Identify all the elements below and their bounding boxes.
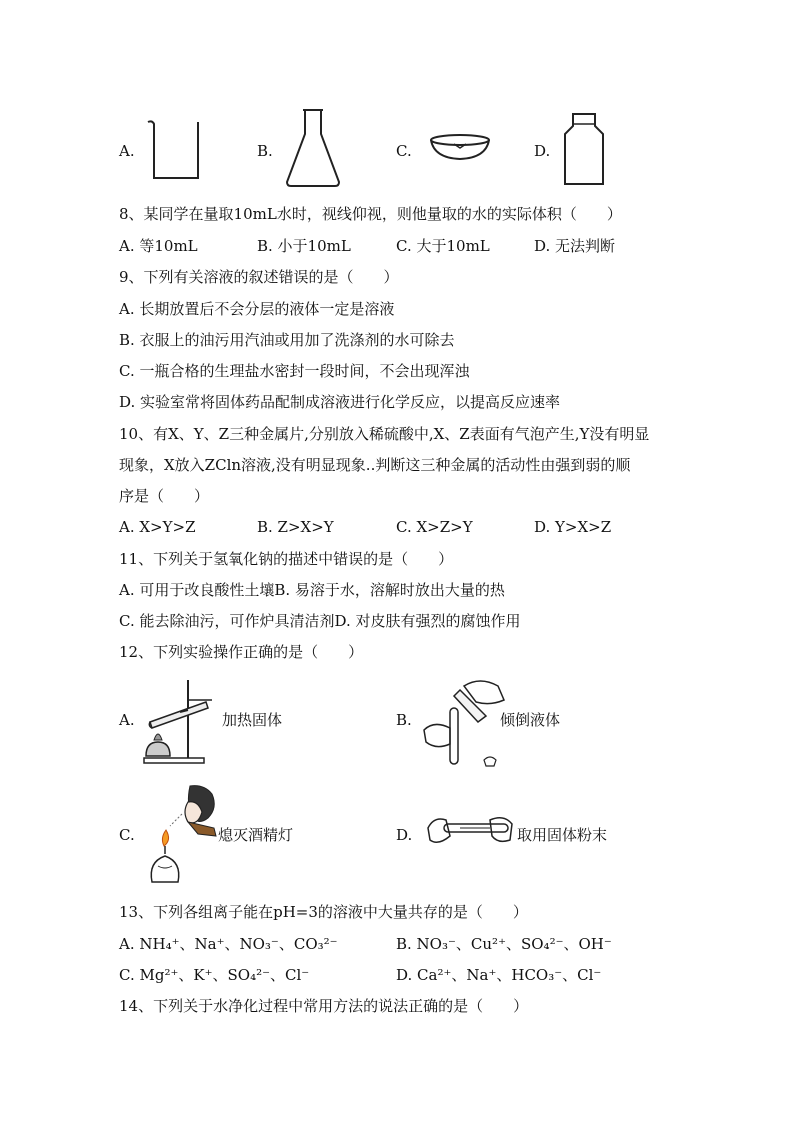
q13-option-b: B. NO₃⁻、Cu²⁺、SO₄²⁻、OH⁻: [396, 935, 612, 953]
q12-option-b-caption: 倾倒液体: [500, 711, 561, 729]
q14-stem: 14、下列关于水净化过程中常用方法的说法正确的是（ ）: [119, 997, 529, 1015]
q10-option-c: C. X>Z>Y: [396, 518, 473, 536]
q12-option-d-letter: D.: [396, 826, 413, 844]
q9-option-a: A. 长期放置后不会分层的液体一定是溶液: [119, 300, 395, 318]
q7-option-a-label: A.: [119, 142, 135, 160]
q12-option-a-caption: 加热固体: [222, 711, 283, 729]
q12-stem: 12、下列实验操作正确的是（ ）: [119, 643, 364, 661]
q9-stem: 9、下列有关溶液的叙述错误的是（ ）: [119, 268, 399, 286]
q10-option-b: B. Z>X>Y: [257, 518, 334, 536]
conical-flask-icon: [283, 108, 343, 188]
q11-options-ab: A. 可用于改良酸性土壤B. 易溶于水，溶解时放出大量的热: [119, 581, 505, 599]
q9-option-b: B. 衣服上的油污用汽油或用加了洗涤剂的水可除去: [119, 331, 455, 349]
q7-option-d-label: D.: [534, 142, 551, 160]
q10-option-d: D. Y>X>Z: [534, 518, 612, 536]
heating-solid-apparatus-icon: [140, 676, 220, 766]
q9-option-c: C. 一瓶合格的生理盐水密封一段时间，不会出现浑浊: [119, 362, 470, 380]
beaker-icon: [146, 116, 204, 182]
q12-option-c-caption: 熄灭酒精灯: [218, 826, 294, 844]
q13-stem: 13、下列各组离子能在pH=3的溶液中大量共存的是（ ）: [119, 903, 528, 921]
q12-option-b-letter: B.: [396, 711, 412, 729]
q10-stem-line3: 序是（ ）: [119, 487, 210, 505]
q10-stem-line1: 10、有X、Y、Z三种金属片,分别放入稀硫酸中,X、Z表面有气泡产生,Y没有明显: [119, 425, 650, 443]
q13-option-d: D. Ca²⁺、Na⁺、HCO₃⁻、Cl⁻: [396, 966, 602, 984]
blowing-out-alcohol-lamp-icon: [142, 782, 220, 886]
q11-options-cd: C. 能去除油污，可作炉具清洁剂D. 对皮肤有强烈的腐蚀作用: [119, 612, 521, 630]
q11-stem: 11、下列关于氢氧化钠的描述中错误的是（ ）: [119, 550, 454, 568]
q7-option-c-label: C.: [396, 142, 412, 160]
evaporating-dish-icon: [428, 132, 492, 162]
q7-option-b-label: B.: [257, 142, 273, 160]
taking-solid-powder-icon: [424, 808, 516, 856]
q8-option-c: C. 大于10mL: [396, 237, 490, 255]
reagent-bottle-icon: [561, 112, 607, 188]
q12-option-d-caption: 取用固体粉末: [517, 826, 608, 844]
q12-option-c-letter: C.: [119, 826, 135, 844]
q10-option-a: A. X>Y>Z: [119, 518, 196, 536]
pouring-liquid-icon: [420, 672, 510, 772]
q8-stem: 8、某同学在量取10mL水时，视线仰视，则他量取的水的实际体积（ ）: [119, 205, 622, 223]
q13-option-a: A. NH₄⁺、Na⁺、NO₃⁻、CO₃²⁻: [119, 935, 338, 953]
q8-option-b: B. 小于10mL: [257, 237, 351, 255]
q10-stem-line2: 现象，X放入ZCln溶液,没有明显现象..判断这三种金属的活动性由强到弱的顺: [119, 456, 631, 474]
q8-option-a: A. 等10mL: [119, 237, 198, 255]
q8-option-d: D. 无法判断: [534, 237, 616, 255]
q13-option-c: C. Mg²⁺、K⁺、SO₄²⁻、Cl⁻: [119, 966, 310, 984]
q9-option-d: D. 实验室常将固体药品配制成溶液进行化学反应，以提高反应速率: [119, 393, 561, 411]
q12-option-a-letter: A.: [119, 711, 135, 729]
